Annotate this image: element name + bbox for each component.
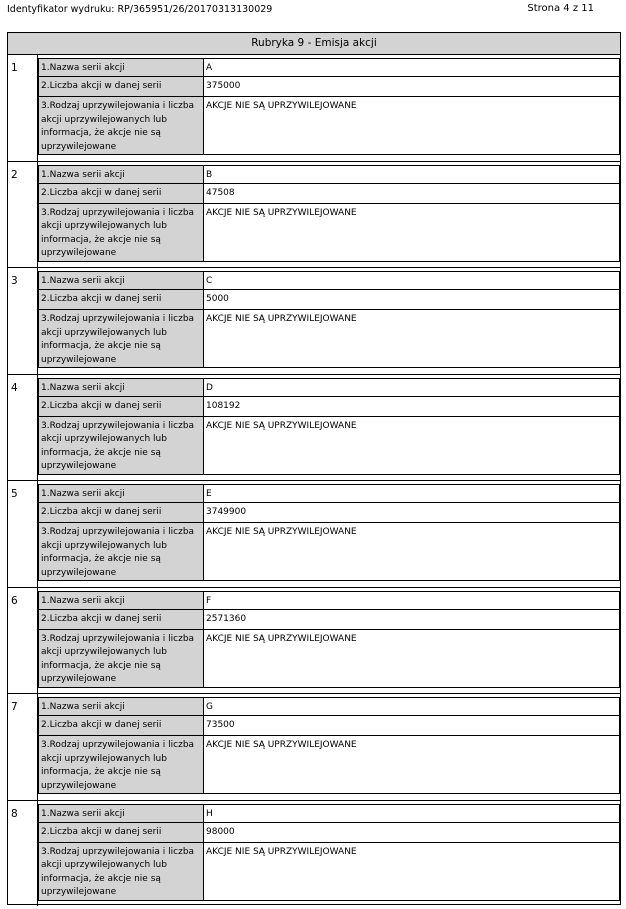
share-count-row — [38, 503, 620, 523]
series-name-value: H — [206, 808, 213, 819]
series-name-row — [38, 165, 620, 184]
series-name-label: 1.Nazwa serii akcji — [39, 272, 204, 289]
series-name-label: 1.Nazwa serii akcji — [39, 805, 204, 822]
privilege-type-row — [38, 97, 620, 155]
print-identifier: Identyfikator wydruku: RP/365951/26/20170313130029 — [7, 4, 273, 15]
share-series-record — [8, 161, 620, 268]
share-count-value: 3749900 — [206, 507, 247, 517]
share-count-value: 108192 — [206, 400, 241, 411]
privilege-type-row — [38, 843, 620, 901]
record-number: 1 — [8, 54, 38, 161]
privilege-type-label: 3.Rodzaj uprzywilejowania i liczba akcji uprzywilejowanych lub informacja, że akcje nie są uprzywilejowane — [39, 204, 204, 261]
record-fields — [38, 693, 620, 800]
series-name-label: 1.Nazwa serii akcji — [39, 698, 204, 715]
series-name-value: E — [206, 489, 212, 499]
share-count-label: 2.Liczba akcji w danej serii — [39, 184, 204, 203]
record-fields — [38, 54, 620, 161]
record-number: 6 — [8, 587, 38, 694]
privilege-type-label: 3.Rodzaj uprzywilejowania i liczba akcji uprzywilejowanych lub informacja, że akcje nie są uprzywilejowane — [39, 630, 204, 687]
share-count-value: 375000 — [206, 81, 241, 91]
record-number: 7 — [8, 693, 38, 800]
privilege-type-label: 3.Rodzaj uprzywilejowania i liczba akcji uprzywilejowanych lub informacja, że akcje nie są uprzywilejowane — [39, 310, 204, 367]
share-series-record — [8, 54, 620, 161]
series-name-value: B — [206, 169, 213, 180]
privilege-type-row — [38, 310, 620, 368]
privilege-type-row — [38, 523, 620, 581]
privilege-type-label: 3.Rodzaj uprzywilejowania i liczba akcji uprzywilejowanych lub informacja, że akcje nie są uprzywilejowane — [39, 417, 204, 474]
privilege-type-value: AKCJE NIE SĄ UPRZYWILEJOWANE — [206, 633, 357, 644]
share-count-label: 2.Liczba akcji w danej serii — [39, 77, 204, 96]
share-count-label: 2.Liczba akcji w danej serii — [39, 503, 204, 522]
share-count-row — [38, 823, 620, 843]
share-count-label: 2.Liczba akcji w danej serii — [39, 610, 204, 629]
privilege-type-row — [38, 417, 620, 475]
share-count-row — [38, 290, 620, 310]
section-title: Rubryka 9 - Emisja akcji — [8, 33, 620, 55]
share-count-row — [38, 184, 620, 204]
share-count-row — [38, 77, 620, 97]
series-name-row — [38, 591, 620, 610]
series-name-row — [38, 804, 620, 823]
series-name-label: 1.Nazwa serii akcji — [39, 166, 204, 183]
privilege-type-value: AKCJE NIE SĄ UPRZYWILEJOWANE — [206, 207, 357, 218]
privilege-type-value: AKCJE NIE SĄ UPRZYWILEJOWANE — [206, 420, 357, 431]
page-number: Strona 4 z 11 — [527, 3, 594, 14]
record-fields — [38, 374, 620, 481]
record-number: 2 — [8, 161, 38, 268]
privilege-type-label: 3.Rodzaj uprzywilejowania i liczba akcji uprzywilejowanych lub informacja, że akcje nie są uprzywilejowane — [39, 736, 204, 793]
series-name-value: C — [206, 276, 213, 286]
privilege-type-label: 3.Rodzaj uprzywilejowania i liczba akcji uprzywilejowanych lub informacja, że akcje nie są uprzywilejowane — [39, 843, 204, 900]
privilege-type-row — [38, 736, 620, 794]
record-number: 5 — [8, 480, 38, 587]
privilege-type-value: AKCJE NIE SĄ UPRZYWILEJOWANE — [206, 846, 357, 857]
record-number: 8 — [8, 800, 38, 907]
series-name-label: 1.Nazwa serii akcji — [39, 592, 204, 609]
records-list — [8, 54, 620, 906]
series-name-label: 1.Nazwa serii akcji — [39, 485, 204, 502]
share-count-label: 2.Liczba akcji w danej serii — [39, 397, 204, 416]
share-count-value: 5000 — [206, 294, 229, 304]
series-name-row — [38, 58, 620, 77]
record-number: 3 — [8, 267, 38, 374]
share-count-value: 98000 — [206, 826, 235, 837]
share-series-record — [8, 587, 620, 694]
record-fields — [38, 161, 620, 268]
privilege-type-value: AKCJE NIE SĄ UPRZYWILEJOWANE — [206, 527, 357, 537]
privilege-type-row — [38, 204, 620, 262]
series-name-label: 1.Nazwa serii akcji — [39, 379, 204, 396]
share-series-record — [8, 800, 620, 907]
record-number: 4 — [8, 374, 38, 481]
series-name-row — [38, 378, 620, 397]
privilege-type-label: 3.Rodzaj uprzywilejowania i liczba akcji uprzywilejowanych lub informacja, że akcje nie są uprzywilejowane — [39, 523, 204, 580]
share-series-record — [8, 267, 620, 374]
series-name-label: 1.Nazwa serii akcji — [39, 59, 204, 76]
share-count-label: 2.Liczba akcji w danej serii — [39, 716, 204, 735]
share-count-row — [38, 610, 620, 630]
privilege-type-value: AKCJE NIE SĄ UPRZYWILEJOWANE — [206, 740, 357, 750]
privilege-type-value: AKCJE NIE SĄ UPRZYWILEJOWANE — [206, 101, 357, 111]
share-count-value: 73500 — [206, 720, 235, 730]
series-name-row — [38, 271, 620, 290]
record-fields — [38, 587, 620, 694]
record-fields — [38, 267, 620, 374]
share-count-value: 47508 — [206, 187, 235, 198]
record-fields — [38, 480, 620, 587]
share-series-record — [8, 693, 620, 800]
series-name-value: D — [206, 382, 213, 393]
share-series-record — [8, 480, 620, 587]
share-count-label: 2.Liczba akcji w danej serii — [39, 823, 204, 842]
series-name-value: A — [206, 63, 213, 73]
share-series-record — [8, 374, 620, 481]
record-fields — [38, 800, 620, 907]
series-name-row — [38, 484, 620, 503]
privilege-type-label: 3.Rodzaj uprzywilejowania i liczba akcji uprzywilejowanych lub informacja, że akcje nie są uprzywilejowane — [39, 97, 204, 154]
share-count-row — [38, 716, 620, 736]
series-name-value: F — [206, 595, 212, 606]
privilege-type-row — [38, 630, 620, 688]
share-count-label: 2.Liczba akcji w danej serii — [39, 290, 204, 309]
share-count-value: 2571360 — [206, 613, 247, 624]
share-count-row — [38, 397, 620, 417]
privilege-type-value: AKCJE NIE SĄ UPRZYWILEJOWANE — [206, 314, 357, 324]
series-name-value: G — [206, 702, 213, 712]
share-issue-section — [7, 32, 621, 905]
series-name-row — [38, 697, 620, 716]
